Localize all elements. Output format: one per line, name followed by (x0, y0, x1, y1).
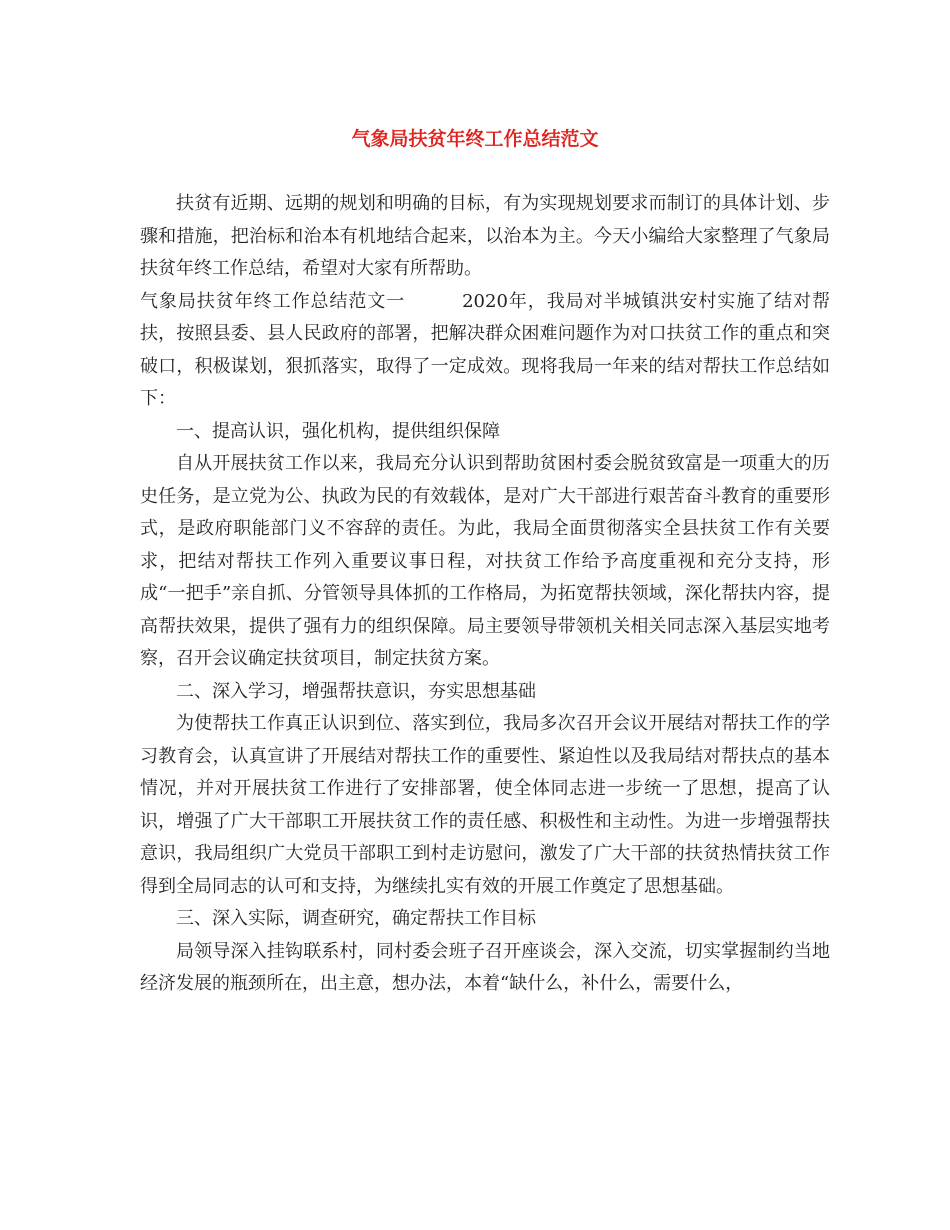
paragraph-overview: 气象局扶贫年终工作总结范文一 2020年，我局对半城镇洪安村实施了结对帮扶，按照县委、县人民政府的部署，把解决群众困难问题作为对口扶贫工作的重点和突破口，积极谋划，狠抓落实，取得了一定成效。现将我局一年来的结对帮扶工作总结如下： (140, 290, 830, 409)
section-heading-3: 三、深入实际，调查研究，确定帮扶工作目标 (176, 908, 536, 929)
paragraph-section-1: 自从开展扶贫工作以来，我局充分认识到帮助贫困村委会脱贫致富是一项重大的历史任务，是立党为公、执政为民的有效载体，是对广大干部进行艰苦奋斗教育的重要形式，是政府职能部门义不容辞的责任。为此，我局全面贯彻落实全县扶贫工作有关要求，把结对帮扶工作列入重要议事日程，对扶贫工作给予高度重视和充分支持，形成“一把手”亲自抓、分管领导具体抓的工作格局，为拓宽帮扶领域，深化帮扶内容，提高帮扶效果，提供了强有力的组织保障。局主要领导带领机关相关同志深入基层实地考察，召开会议确定扶贫项目，制定扶贫方案。 (140, 453, 830, 669)
document-title: 气象局扶贫年终工作总结范文 (351, 128, 599, 150)
section-heading-2: 二、深入学习，增强帮扶意识，夯实思想基础 (176, 680, 536, 702)
document-body (140, 188, 830, 1001)
section-heading-1: 一、提高认识，强化机构，提供组织保障 (176, 420, 500, 442)
paragraph-section-3: 局领导深入挂钩联系村，同村委会班子召开座谈会，深入交流，切实掌握制约当地经济发展的瓶颈所在，出主意，想办法，本着“缺什么，补什么，需要什么， (140, 940, 830, 994)
paragraph-intro: 扶贫有近期、远期的规划和明确的目标，有为实现规划要求而制订的具体计划、步骤和措施，把治标和治本有机地结合起来，以治本为主。今天小编给大家整理了气象局扶贫年终工作总结，希望对大家有所帮助。 (140, 193, 830, 279)
paragraph-section-2: 为使帮扶工作真正认识到位、落实到位，我局多次召开会议开展结对帮扶工作的学习教育会，认真宣讲了开展结对帮扶工作的重要性、紧迫性以及我局结对帮扶点的基本情况，并对开展扶贫工作进行了安排部署，使全体同志进一步统一了思想，提高了认识，增强了广大干部职工开展扶贫工作的责任感、积极性和主动性。为进一步增强帮扶意识，我局组织广大党员干部职工到村走访慰问，激发了广大干部的扶贫热情扶贫工作得到全局同志的认可和支持，为继续扎实有效的开展工作奠定了思想基础。 (140, 713, 830, 897)
